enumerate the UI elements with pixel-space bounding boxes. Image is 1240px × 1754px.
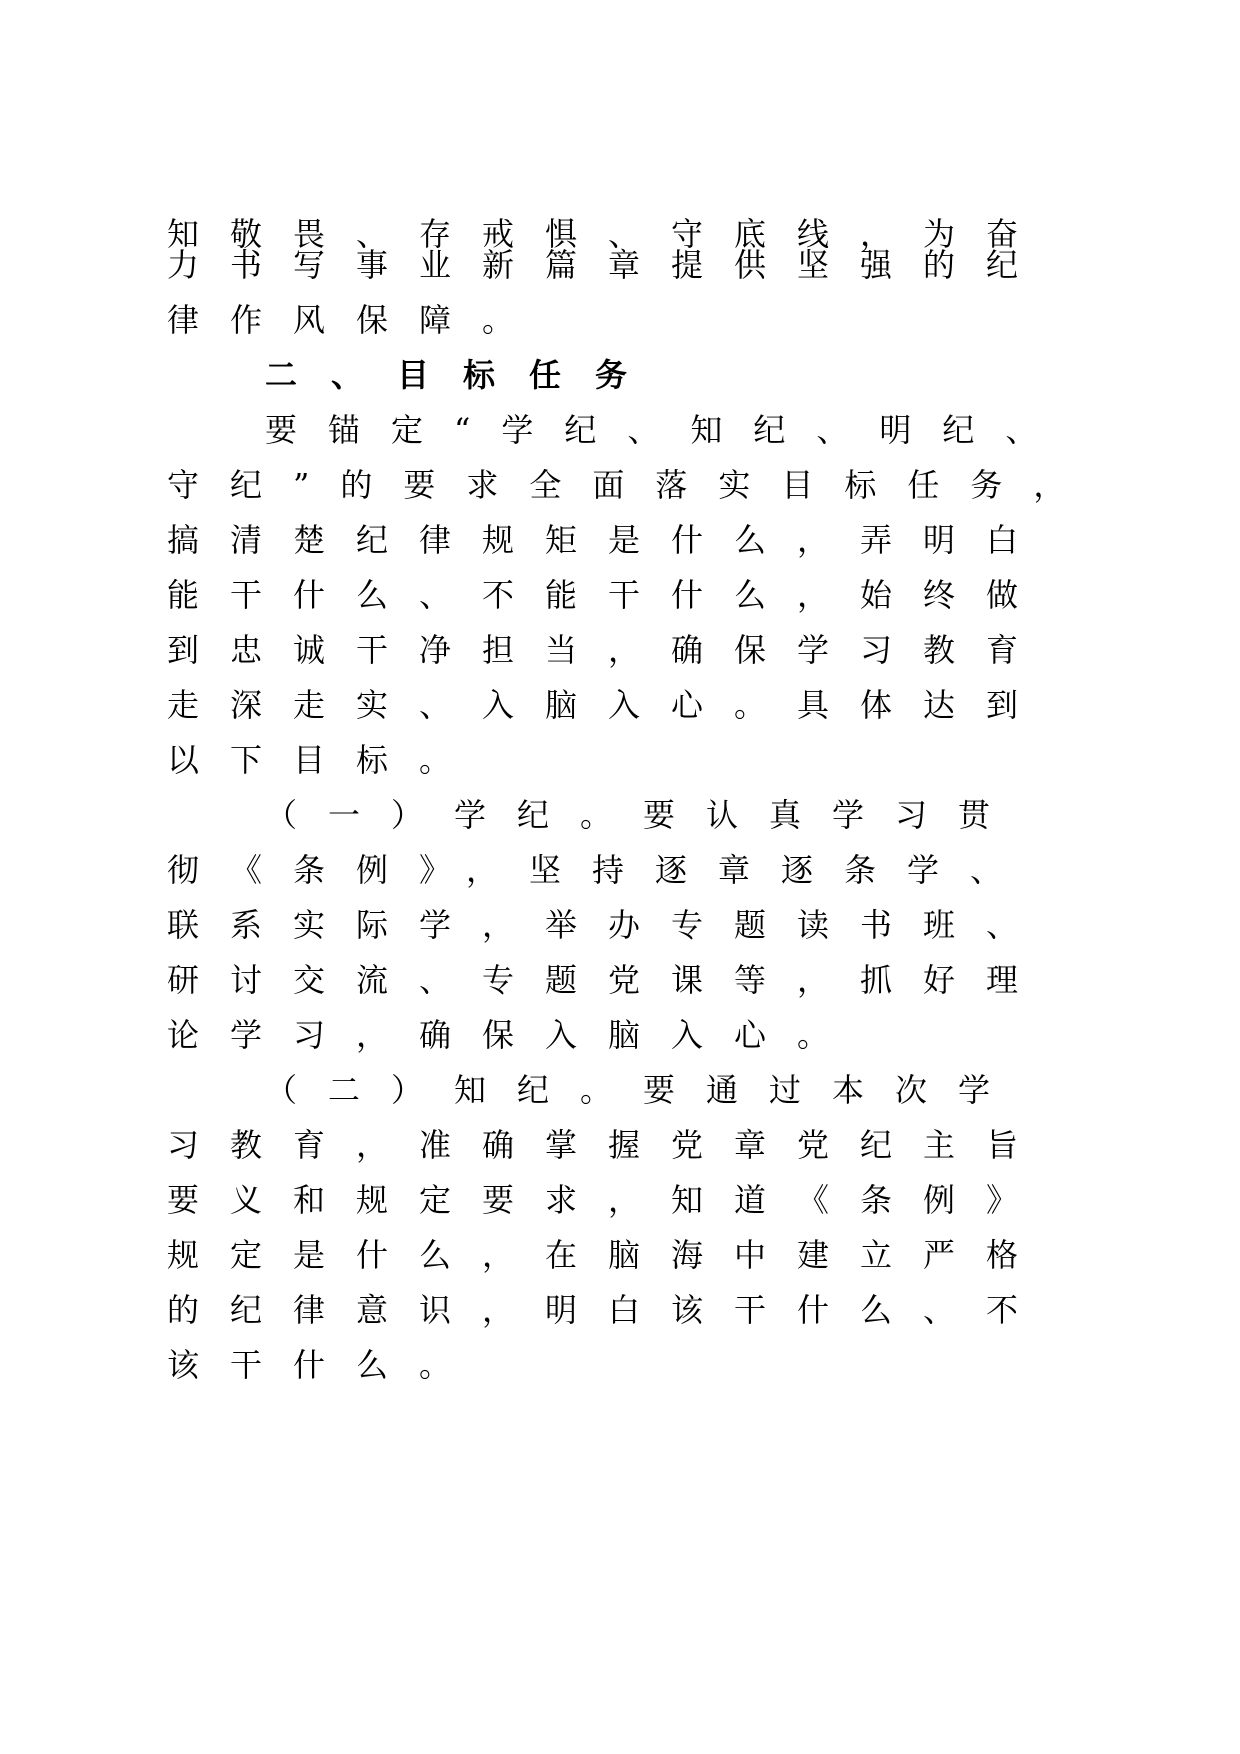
body-text-line: 要义和规定要求，知道《条例》 <box>167 1181 1050 1219</box>
subsection-line: （一）学纪。要认真学习贯 <box>265 796 1022 834</box>
body-text-line: 搞清楚纪律规矩是什么，弄明白 <box>167 521 1050 559</box>
body-text-line: 习教育，准确掌握党章党纪主旨 <box>167 1126 1050 1164</box>
body-text-line: 力书写事业新篇章提供坚强的纪 <box>167 246 1050 284</box>
body-text-line: 律作风保障。 <box>167 301 546 339</box>
body-text-line: 守纪”的要求全面落实目标任务， <box>167 466 1097 504</box>
body-text-line: 论学习，确保入脑入心。 <box>167 1016 861 1054</box>
body-text-line: 以下目标。 <box>167 741 483 779</box>
section-heading: 二、目标任务 <box>265 356 662 394</box>
body-text-line: 要锚定“学纪、知纪、明纪、 <box>265 411 1069 449</box>
body-text-line: 知敬畏、存戒惧、守底线，为奋 <box>167 215 1050 253</box>
body-text-line: 该干什么。 <box>167 1346 483 1384</box>
body-text-line: 规定是什么，在脑海中建立严格 <box>167 1236 1050 1274</box>
body-text-line: 研讨交流、专题党课等，抓好理 <box>167 961 1050 999</box>
body-text-line: 联系实际学，举办专题读书班、 <box>167 906 1050 944</box>
subsection-line: （二）知纪。要通过本次学 <box>265 1071 1022 1109</box>
body-text-line: 彻《条例》，坚持逐章逐条学、 <box>167 851 1034 889</box>
body-text-line: 的纪律意识，明白该干什么、不 <box>167 1291 1050 1329</box>
body-text-line: 到忠诚干净担当，确保学习教育 <box>167 631 1050 669</box>
body-text-line: 能干什么、不能干什么，始终做 <box>167 576 1050 614</box>
body-text-line: 走深走实、入脑入心。具体达到 <box>167 686 1050 724</box>
